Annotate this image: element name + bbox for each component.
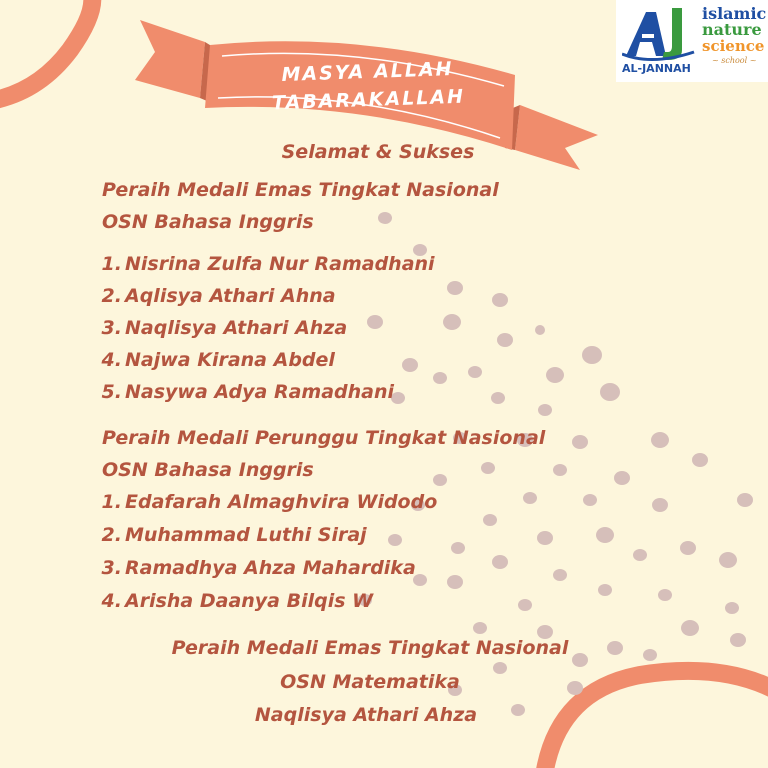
greeting: Selamat & Sukses — [281, 141, 475, 163]
logo-word-nature: nature — [702, 20, 762, 39]
item-number: 4. — [101, 590, 122, 612]
list-item — [100, 349, 335, 371]
item-number: 2. — [101, 524, 122, 546]
banner-line-1: MASYA ALLAH — [281, 58, 454, 87]
list-item — [100, 285, 336, 307]
winner-name: Najwa Kirana Abdel — [125, 349, 335, 371]
section2-heading: Peraih Medali Perunggu Tingkat Nasional — [102, 427, 546, 449]
item-number: 5. — [101, 381, 122, 403]
section1-subject: OSN Bahasa Inggris — [102, 211, 314, 233]
list-item — [100, 491, 437, 513]
ribbon-right-tail — [515, 105, 598, 170]
winner-name: Aqlisya Athari Ahna — [125, 285, 336, 307]
winner-name: Muhammad Luthi Siraj — [125, 524, 367, 546]
item-number: 1. — [101, 253, 122, 275]
item-number: 1. — [101, 491, 122, 513]
list-item — [100, 381, 394, 403]
list-item — [100, 590, 373, 612]
logo-word-science: science — [702, 37, 765, 55]
banner-title — [271, 55, 466, 118]
winner-name: Naqlisya Athari Ahza — [125, 317, 348, 339]
section3-heading: Peraih Medali Emas Tingkat Nasional — [171, 637, 569, 659]
winner-name: Nasywa Adya Ramadhani — [125, 381, 395, 403]
logo-name: AL-JANNAH — [622, 62, 691, 75]
section1-heading: Peraih Medali Emas Tingkat Nasional — [102, 179, 499, 201]
school-logo — [616, 0, 768, 82]
ribbon-left-tail — [135, 20, 205, 98]
logo-word-school: ~ school ~ — [712, 56, 757, 65]
logo-mark-icon — [622, 4, 700, 64]
banner-line-2: TABARAKALLAH — [271, 85, 466, 115]
item-number: 3. — [101, 317, 122, 339]
list-item — [100, 557, 416, 579]
section3-subject: OSN Matematika — [280, 671, 460, 693]
winner-name: Arisha Daanya Bilqis W — [125, 590, 374, 612]
winner-name: Ramadhya Ahza Mahardika — [125, 557, 416, 579]
list-item — [100, 317, 347, 339]
winner-name: Edafarah Almaghvira Widodo — [125, 491, 438, 513]
item-number: 4. — [101, 349, 122, 371]
section2-subject: OSN Bahasa Inggris — [102, 459, 314, 481]
winner-name: Nisrina Zulfa Nur Ramadhani — [125, 253, 435, 275]
section3-winner-name: Naqlisya Athari Ahza — [254, 704, 478, 726]
logo-word-islamic: islamic — [702, 4, 767, 23]
item-number: 3. — [101, 557, 122, 579]
list-item — [100, 524, 367, 546]
item-number: 2. — [101, 285, 122, 307]
list-item — [100, 253, 435, 275]
